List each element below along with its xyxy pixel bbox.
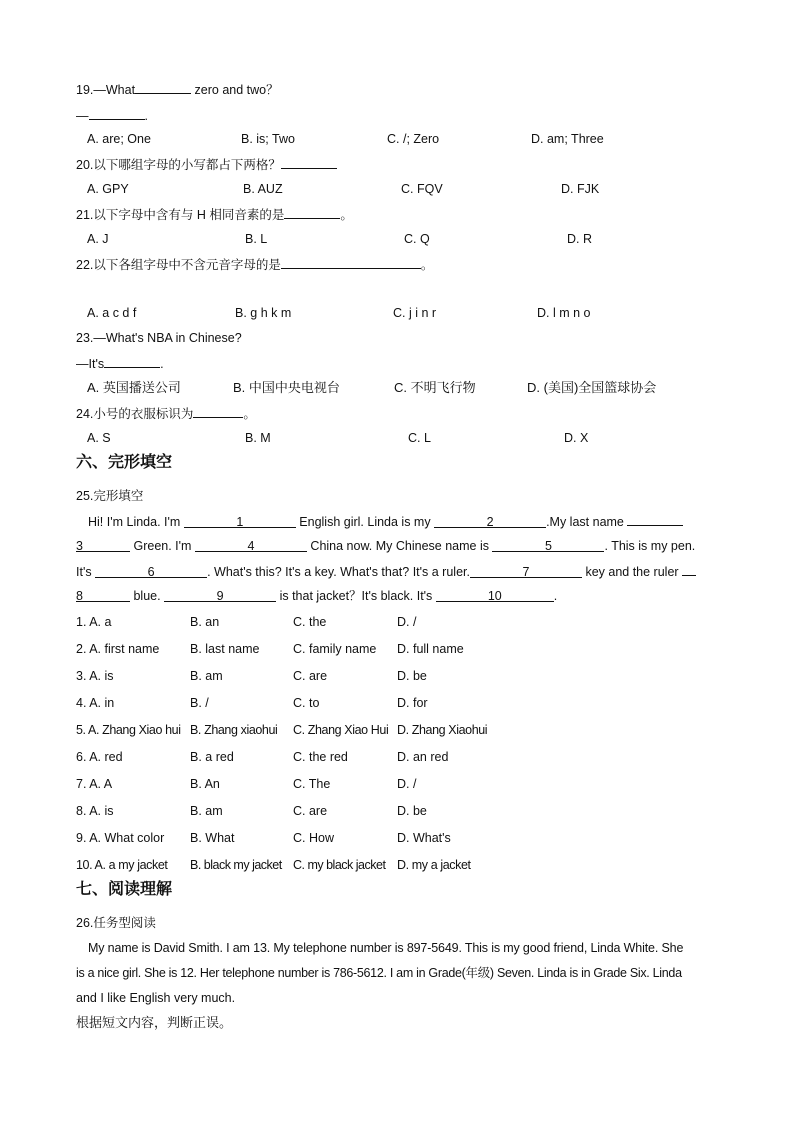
cloze-blank-1[interactable]: 1 bbox=[184, 515, 296, 528]
option-a[interactable]: A. a c d f bbox=[87, 306, 137, 320]
question-20 bbox=[76, 156, 337, 173]
option-a[interactable]: A. GPY bbox=[87, 182, 129, 196]
answer-blank[interactable] bbox=[284, 206, 340, 219]
question-24 bbox=[76, 405, 256, 422]
option-b[interactable]: B. 中国中央电视台 bbox=[233, 380, 340, 395]
option-a[interactable]: A. J bbox=[87, 232, 109, 246]
question-22-text: 22.以下各组字母中不含元音字母的是 bbox=[76, 258, 281, 272]
answer-end: . bbox=[144, 109, 148, 123]
question-23: 23.—What's NBA in Chinese? bbox=[76, 331, 242, 345]
cloze-blank-9[interactable]: 9 bbox=[164, 589, 276, 602]
option-b[interactable]: B. M bbox=[245, 431, 271, 445]
answer-dash: — bbox=[76, 109, 89, 123]
choice-7-c[interactable]: C. The bbox=[293, 777, 331, 791]
choice-10-d[interactable]: D. my a jacket bbox=[397, 858, 471, 872]
choice-1-c[interactable]: C. the bbox=[293, 615, 327, 629]
option-c[interactable]: C. Q bbox=[404, 232, 430, 246]
cloze-blank-5[interactable]: 5 bbox=[492, 539, 604, 552]
cloze-blank-6[interactable]: 6 bbox=[95, 565, 207, 578]
choice-5-c[interactable]: C. Zhang Xiao Hui bbox=[293, 723, 389, 737]
passage-text: blue. bbox=[133, 589, 161, 603]
passage-text: is that jacket？It's black. It's bbox=[279, 589, 433, 603]
answer-blank[interactable] bbox=[135, 81, 191, 94]
choice-7-d[interactable]: D. / bbox=[397, 777, 417, 791]
choice-2-a[interactable]: 2. A. first name bbox=[76, 642, 160, 656]
question-19-prefix: 19.—What bbox=[76, 83, 136, 97]
option-c[interactable]: C. FQV bbox=[401, 182, 443, 196]
choice-2-c[interactable]: C. family name bbox=[293, 642, 377, 656]
question-22-end: 。 bbox=[420, 258, 434, 272]
passage-text: China now. My Chinese name is bbox=[310, 539, 489, 553]
cloze-passage-line-4 bbox=[76, 588, 557, 604]
answer-blank[interactable] bbox=[89, 107, 145, 120]
question-23-answer-line bbox=[76, 355, 164, 372]
choice-3-a[interactable]: 3. A. is bbox=[76, 669, 114, 683]
choice-8-d[interactable]: D. be bbox=[397, 804, 427, 818]
choice-4-a[interactable]: 4. A. in bbox=[76, 696, 115, 710]
option-d[interactable]: D. R bbox=[567, 232, 592, 246]
question-21-end: 。 bbox=[340, 208, 353, 222]
cloze-blank-3[interactable]: 3 bbox=[76, 539, 130, 552]
question-25-title: 25.完形填空 bbox=[76, 489, 144, 503]
choice-9-d[interactable]: D. What's bbox=[397, 831, 451, 845]
question-19 bbox=[76, 81, 279, 98]
choice-9-b[interactable]: B. What bbox=[190, 831, 235, 845]
question-26-title: 26.任务型阅读 bbox=[76, 916, 156, 930]
option-d[interactable]: D. l m n o bbox=[537, 306, 591, 320]
option-b[interactable]: B. g h k m bbox=[235, 306, 292, 320]
choice-6-b[interactable]: B. a red bbox=[190, 750, 234, 764]
passage-text: . bbox=[553, 589, 558, 603]
option-c[interactable]: C. L bbox=[408, 431, 431, 445]
choice-4-b[interactable]: B. / bbox=[190, 696, 209, 710]
cloze-blank-2[interactable]: 2 bbox=[434, 515, 546, 528]
choice-8-a[interactable]: 8. A. is bbox=[76, 804, 114, 818]
option-c[interactable]: C. /; Zero bbox=[387, 132, 440, 146]
choice-2-b[interactable]: B. last name bbox=[190, 642, 260, 656]
passage-text: . This is my pen. bbox=[604, 539, 696, 553]
choice-4-d[interactable]: D. for bbox=[397, 696, 428, 710]
choice-1-d[interactable]: D. / bbox=[397, 615, 417, 629]
choice-3-c[interactable]: C. are bbox=[293, 669, 328, 683]
choice-10-b[interactable]: B. black my jacket bbox=[190, 858, 282, 872]
option-c[interactable]: C. 不明飞行物 bbox=[394, 380, 476, 395]
cloze-blank-10[interactable]: 10 bbox=[436, 589, 554, 602]
choice-1-a[interactable]: 1. A. a bbox=[76, 615, 112, 629]
option-b[interactable]: B. AUZ bbox=[243, 182, 283, 196]
cloze-passage-line-2 bbox=[76, 538, 695, 554]
choice-3-b[interactable]: B. am bbox=[190, 669, 223, 683]
choice-7-b[interactable]: B. An bbox=[190, 777, 220, 791]
cloze-passage-line-3 bbox=[76, 563, 696, 580]
passage-text: It's bbox=[76, 565, 92, 579]
cloze-blank-3-part[interactable] bbox=[627, 513, 683, 526]
choice-5-d[interactable]: D. Zhang Xiaohui bbox=[397, 723, 488, 737]
option-d[interactable]: D. FJK bbox=[561, 182, 600, 196]
option-c[interactable]: C. j i n r bbox=[393, 306, 437, 320]
passage-text: Green. I'm bbox=[133, 539, 192, 553]
reading-passage-line-2: is a nice girl. She is 12. Her telephone number is 786-5612. I am in Grade(年级) Seven. Linda is in Grade Six. Linda bbox=[76, 966, 682, 980]
passage-text: .My last name bbox=[546, 515, 624, 529]
reading-passage-line-3: and I like English very much. bbox=[76, 991, 236, 1005]
choice-7-a[interactable]: 7. A. A bbox=[76, 777, 113, 791]
cloze-blank-7[interactable]: 7 bbox=[470, 565, 582, 578]
choice-1-b[interactable]: B. an bbox=[190, 615, 220, 629]
answer-end: . bbox=[160, 357, 164, 371]
passage-text: key and the ruler bbox=[585, 565, 679, 579]
answer-blank[interactable] bbox=[281, 156, 337, 169]
option-d[interactable]: D. am; Three bbox=[531, 132, 604, 146]
cloze-blank-8[interactable]: 8 bbox=[76, 589, 130, 602]
cloze-passage-line-1 bbox=[88, 513, 683, 530]
choice-6-a[interactable]: 6. A. red bbox=[76, 750, 123, 764]
option-a[interactable]: A. S bbox=[87, 431, 111, 445]
reading-instruction: 根据短文内容，判断正误。 bbox=[76, 1015, 233, 1030]
passage-text: . What's this? It's a key. What's that? It's a ruler. bbox=[207, 565, 470, 579]
choice-8-c[interactable]: C. are bbox=[293, 804, 328, 818]
choice-10-c[interactable]: C. my black jacket bbox=[293, 858, 386, 872]
question-19-answer-line bbox=[76, 107, 148, 124]
option-b[interactable]: B. is; Two bbox=[241, 132, 295, 146]
question-20-text: 20.以下哪组字母的小写都占下两格？ bbox=[76, 158, 281, 172]
cloze-blank-8-part[interactable] bbox=[682, 563, 696, 576]
section-heading-cloze: 六、完形填空 bbox=[76, 454, 173, 471]
question-24-text: 24.小号的衣服标识为 bbox=[76, 407, 194, 421]
choice-8-b[interactable]: B. am bbox=[190, 804, 223, 818]
choice-9-a[interactable]: 9. A. What color bbox=[76, 831, 165, 845]
answer-blank[interactable] bbox=[104, 355, 160, 368]
question-22 bbox=[76, 256, 433, 273]
answer-prefix: —It's bbox=[76, 357, 105, 371]
question-21-text: 21.以下字母中含有与 H 相同音素的是 bbox=[76, 208, 285, 222]
question-24-end: 。 bbox=[243, 407, 256, 421]
section-heading-reading: 七、阅读理解 bbox=[76, 881, 173, 898]
choice-4-c[interactable]: C. to bbox=[293, 696, 320, 710]
option-d[interactable]: D. X bbox=[564, 431, 589, 445]
answer-blank[interactable] bbox=[281, 256, 421, 269]
choice-5-a[interactable]: 5. A. Zhang Xiao hui bbox=[76, 723, 181, 737]
option-d[interactable]: D. (美国)全国篮球协会 bbox=[527, 380, 657, 395]
choice-2-d[interactable]: D. full name bbox=[397, 642, 464, 656]
choice-6-d[interactable]: D. an red bbox=[397, 750, 449, 764]
choice-6-c[interactable]: C. the red bbox=[293, 750, 348, 764]
cloze-blank-4[interactable]: 4 bbox=[195, 539, 307, 552]
option-b[interactable]: B. L bbox=[245, 232, 268, 246]
option-a[interactable]: A. are; One bbox=[87, 132, 151, 146]
passage-text: English girl. Linda is my bbox=[299, 515, 431, 529]
passage-text: Hi! I'm Linda. I'm bbox=[88, 515, 181, 529]
choice-5-b[interactable]: B. Zhang xiaohui bbox=[190, 723, 278, 737]
option-a[interactable]: A. 英国播送公司 bbox=[87, 380, 181, 395]
choice-9-c[interactable]: C. How bbox=[293, 831, 334, 845]
reading-passage-line-1: My name is David Smith. I am 13. My telephone number is 897-5649. This is my good friend, Linda White. She bbox=[88, 941, 684, 955]
choice-10-a[interactable]: 10. A. a my jacket bbox=[76, 858, 168, 872]
question-19-suffix: zero and two？ bbox=[191, 83, 279, 97]
choice-3-d[interactable]: D. be bbox=[397, 669, 427, 683]
question-21 bbox=[76, 206, 353, 223]
answer-blank[interactable] bbox=[193, 405, 243, 418]
